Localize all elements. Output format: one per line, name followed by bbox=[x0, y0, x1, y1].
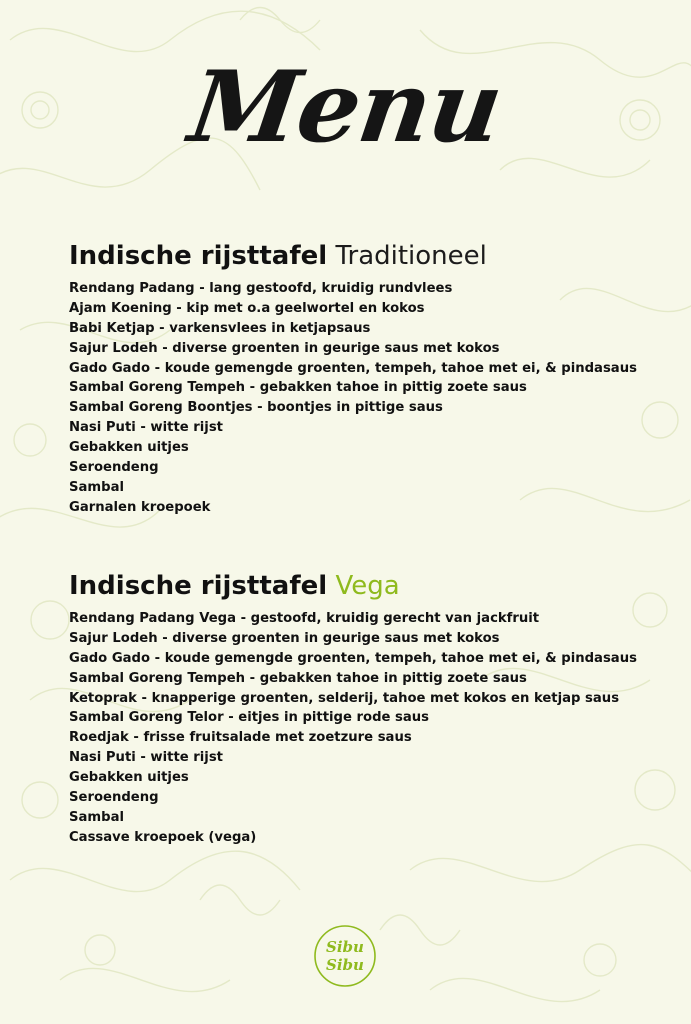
menu-items-list bbox=[69, 279, 679, 518]
menu-item: Sambal bbox=[69, 809, 124, 825]
menu-item: Nasi Puti - witte rijst bbox=[69, 750, 223, 766]
menu-item: Sambal Goreng Telor - eitjes in pittige rode saus bbox=[69, 710, 430, 726]
menu-item: Gado Gado - koude gemengde groenten, tempeh, tahoe met ei, & pindasaus bbox=[69, 360, 637, 376]
menu-items-list bbox=[69, 609, 679, 848]
heading-bold: Indische rijsttafel bbox=[69, 571, 328, 601]
section-vega bbox=[69, 568, 679, 848]
heading-bold: Indische rijsttafel bbox=[69, 241, 328, 271]
menu-title: Menu bbox=[182, 50, 509, 165]
sibu-sibu-logo bbox=[313, 924, 377, 988]
menu-item: Ajam Koening - kip met o.a geelwortel en kokos bbox=[69, 300, 425, 316]
menu-item: Sambal Goreng Tempeh - gebakken tahoe in pittig zoete saus bbox=[69, 670, 527, 686]
section-heading bbox=[69, 238, 679, 276]
menu-item: Roedjak - frisse fruitsalade met zoetzure saus bbox=[69, 730, 412, 746]
heading-light: Traditioneel bbox=[335, 241, 487, 271]
menu-item: Sajur Lodeh - diverse groenten in geurige saus met kokos bbox=[69, 630, 500, 646]
menu-item: Babi Ketjap - varkensvlees in ketjapsaus bbox=[69, 320, 371, 336]
menu-item: Cassave kroepoek (vega) bbox=[69, 829, 257, 845]
section-traditioneel bbox=[69, 238, 679, 518]
menu-item: Sambal Goreng Boontjes - boontjes in pittige saus bbox=[69, 400, 443, 416]
logo-line-2: Sibu bbox=[326, 956, 364, 974]
heading-light: Vega bbox=[335, 571, 400, 601]
menu-item: Seroendeng bbox=[69, 790, 159, 806]
menu-item: Gado Gado - koude gemengde groenten, tempeh, tahoe met ei, & pindasaus bbox=[69, 650, 637, 666]
menu-item: Ketoprak - knapperige groenten, selderij, tahoe met kokos en ketjap saus bbox=[69, 690, 620, 706]
menu-item: Gebakken uitjes bbox=[69, 770, 189, 786]
section-heading bbox=[69, 568, 679, 606]
menu-item: Sambal Goreng Tempeh - gebakken tahoe in pittig zoete saus bbox=[69, 380, 527, 396]
menu-item: Nasi Puti - witte rijst bbox=[69, 420, 223, 436]
menu-item: Seroendeng bbox=[69, 460, 159, 476]
menu-item: Gebakken uitjes bbox=[69, 440, 189, 456]
menu-item: Sambal bbox=[69, 479, 124, 495]
menu-item: Garnalen kroepoek bbox=[69, 499, 211, 515]
menu-item: Sajur Lodeh - diverse groenten in geurige saus met kokos bbox=[69, 340, 500, 356]
menu-item: Rendang Padang Vega - gestoofd, kruidig gerecht van jackfruit bbox=[69, 611, 540, 626]
menu-item: Rendang Padang - lang gestoofd, kruidig rundvlees bbox=[69, 281, 453, 296]
logo-line-1: Sibu bbox=[326, 938, 364, 956]
